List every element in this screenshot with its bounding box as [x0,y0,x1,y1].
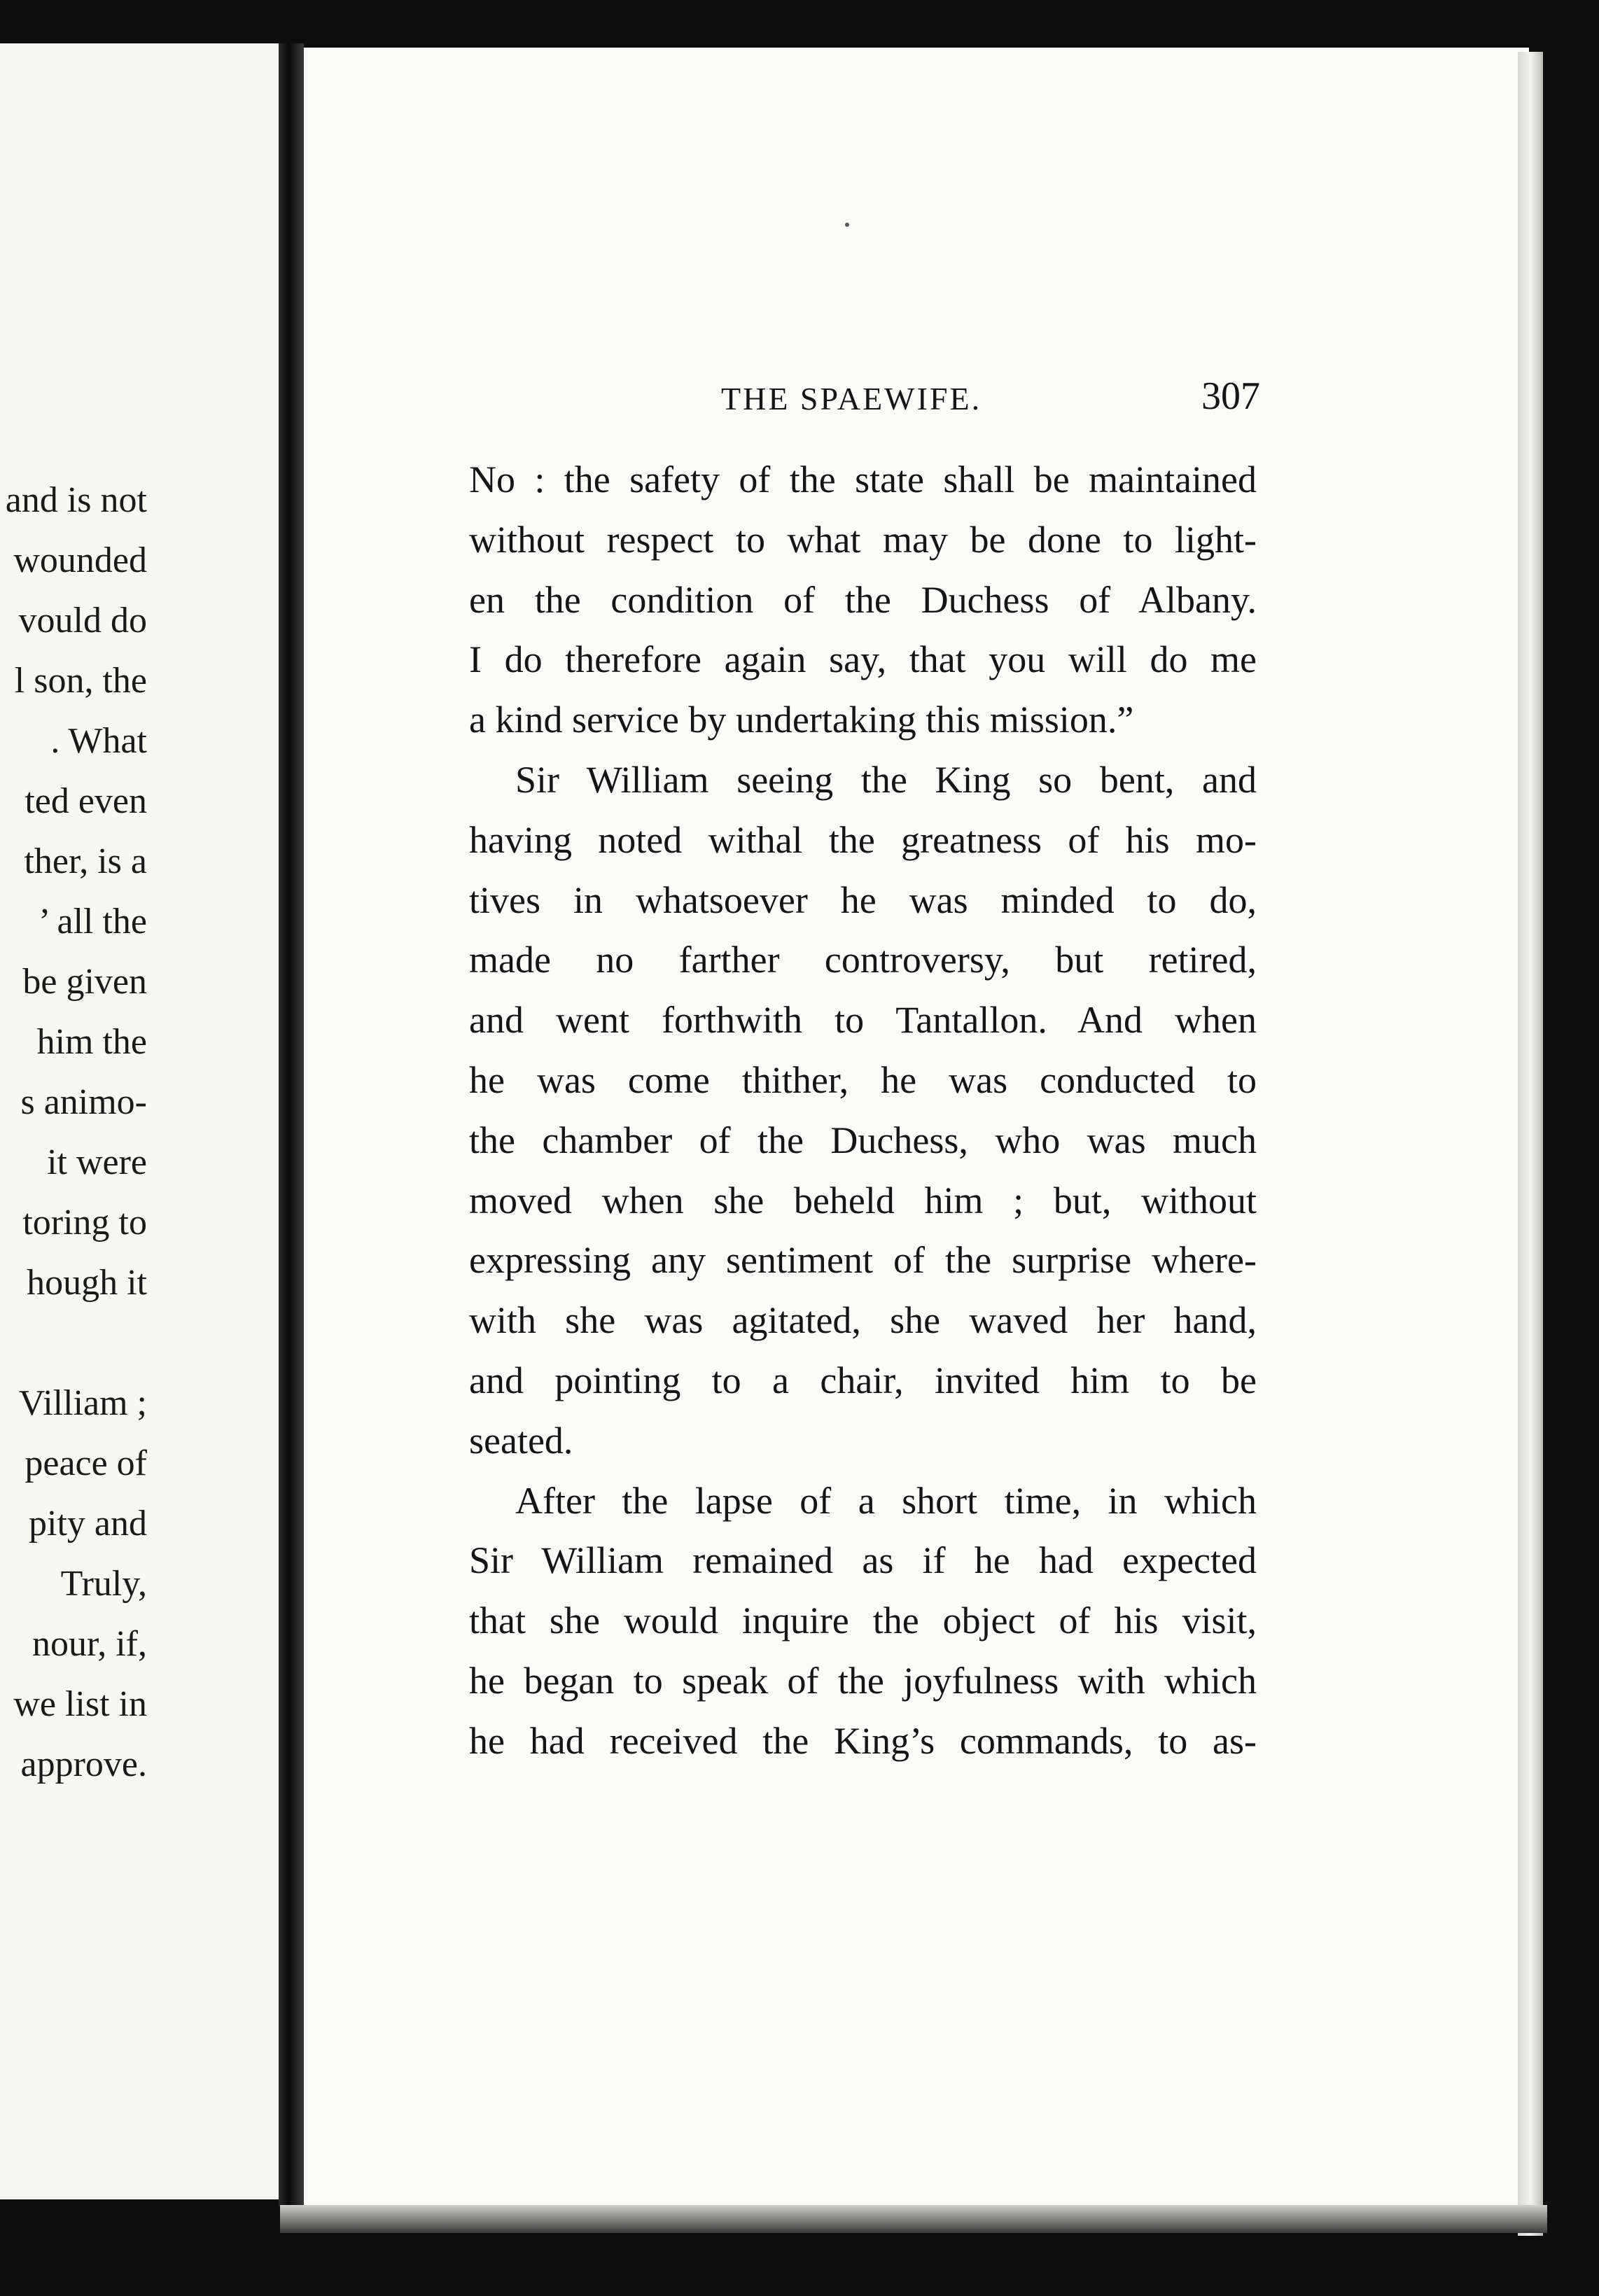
left-page-line: be given [22,962,147,1002]
text-line: made no farther controversy, but retired, [469,939,1257,981]
left-page-line: vould do [18,601,147,640]
left-page-line: Villiam ; [18,1383,147,1423]
text-line: I do therefore again say, that you will do me [469,638,1257,681]
text-line: with she was agitated, she waved her hand, [469,1299,1257,1342]
left-page-line: nour, if, [32,1624,147,1664]
left-page-line: Truly, [60,1564,147,1604]
text-line: having noted withal the greatness of his mo- [469,818,1257,861]
text-line: he began to speak of the joyfulness with which [469,1659,1257,1702]
text-line: without respect to what may be done to light- [469,518,1257,561]
text-line: Sir William remained as if he had expected [469,1539,1257,1582]
left-page-line: l son, the [14,661,147,701]
left-page-line: we list in [13,1684,147,1724]
text-line: moved when she beheld him ; but, without [469,1179,1257,1222]
text-line: tives in whatsoever he was minded to do, [469,878,1257,921]
text-line: seated. [469,1419,573,1462]
left-page-line: him the [36,1022,147,1062]
left-page-line: s animo- [20,1082,147,1122]
page-number: 307 [1201,374,1260,418]
text-line: expressing any sentiment of the surprise where- [469,1239,1257,1282]
left-page-line [0,1313,147,1373]
bottom-page-shadow [280,2205,1547,2233]
left-page-line: ted even [25,781,147,821]
body-text [469,450,1257,1772]
text-line: and went forthwith to Tantallon. And when [469,999,1257,1042]
page-edge [1518,52,1543,2236]
left-page-line: peace of [25,1443,147,1483]
left-page-line: ’ all the [39,902,147,941]
text-line: en the condition of the Duchess of Albany. [469,578,1257,621]
page-speck [845,223,849,227]
text-line: he was come thither, he was conducted to [469,1058,1257,1101]
text-line: No : the safety of the state shall be maintained [469,458,1257,500]
left-page-line: toring to [22,1203,147,1242]
text-line: that she would inquire the object of his visit, [469,1600,1257,1642]
running-head: THE SPAEWIFE. [721,381,982,416]
book-spine-gutter [279,43,304,2206]
text-line: and pointing to a chair, invited him to be [469,1359,1257,1401]
left-page-line: approve. [20,1744,147,1784]
left-page-line: ther, is a [24,841,147,881]
left-page-line: hough it [27,1263,147,1303]
left-page-line: . What [50,721,147,761]
text-line: a kind service by undertaking this mission.” [469,699,1134,741]
paragraph-first-line: After the lapse of a short time, in which [515,1479,1257,1522]
left-page-line: pity and [29,1504,147,1544]
left-page-line: wounded [13,540,147,580]
text-line: he had received the King’s commands, to as- [469,1719,1257,1762]
left-page [0,43,279,2199]
left-page-line: and is not [5,480,147,520]
left-page-line: it were [47,1142,147,1182]
text-line: the chamber of the Duchess, who was much [469,1119,1257,1161]
paragraph-first-line: Sir William seeing the King so bent, and [515,758,1257,801]
